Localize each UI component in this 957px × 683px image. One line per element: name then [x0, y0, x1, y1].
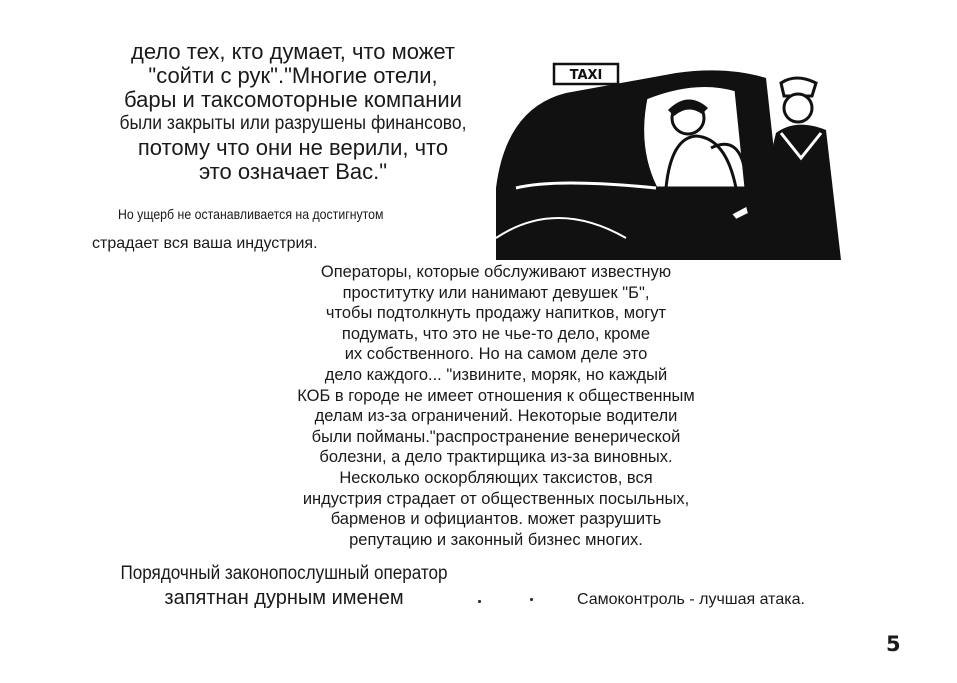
caption-left: [88, 562, 480, 610]
text-line: их собственного. Но на самом деле это: [344, 345, 648, 364]
caption-left-line1: Порядочный законопослушный оператор: [120, 563, 448, 584]
text-line: дело тех, кто думает, что может: [131, 39, 455, 64]
text-line: подумать, что это не чье-то дело, кроме: [341, 324, 651, 343]
taxi-sign: TAXI: [569, 68, 603, 83]
page-number: 5: [886, 632, 901, 656]
main-paragraph: [236, 262, 756, 550]
text-line: КОБ в городе не имеет отношения к общественным: [297, 386, 695, 405]
text-line: были закрыты или разрушены финансово,: [119, 113, 467, 134]
taxi-sailor-illustration: [496, 38, 908, 260]
text-line: болезни, а дело трактирщика из-за виновных.: [319, 448, 673, 467]
text-line: чтобы подтолкнуть продажу напитков, могут: [325, 304, 667, 323]
text-line: Несколько оскорбляющих таксистов, вся: [339, 468, 653, 487]
text-line: проститутку или нанимают девушек "Б",: [342, 283, 650, 302]
text-line: дело каждого... "извините, моряк, но каждый: [324, 365, 668, 384]
text-line: были пойманы."распространение венерической: [311, 427, 681, 446]
text-line: Операторы, которые обслуживают известную: [320, 263, 672, 281]
text-line: бары и таксомоторные компании: [124, 87, 462, 112]
print-speck: [478, 600, 481, 603]
sailor-body: [766, 125, 841, 260]
top-paragraph: [88, 40, 498, 184]
text-line: потому что они не верили, что: [137, 135, 449, 160]
print-speck: [530, 598, 533, 601]
text-line: это означает Вас.": [198, 159, 388, 184]
sailor-head: [784, 94, 812, 122]
text-line: "сойти с рук"."Многие отели,: [148, 63, 438, 88]
caption-right: Самоконтроль - лучшая атака.: [577, 591, 805, 608]
text-line: барменов и официантов. может разрушить: [330, 510, 662, 529]
text-line: индустрия страдает от общественных посыльных,: [302, 489, 690, 508]
industry-line: страдает вся ваша индустрия.: [92, 235, 318, 252]
caption-left-line2: запятнан дурным именем: [164, 587, 404, 609]
damage-line: Но ущерб не останавливается на достигнутом: [118, 206, 384, 222]
text-line: репутацию и законный бизнес многих.: [349, 530, 643, 549]
text-line: делам из-за ограничений. Некоторые водители: [314, 407, 678, 426]
